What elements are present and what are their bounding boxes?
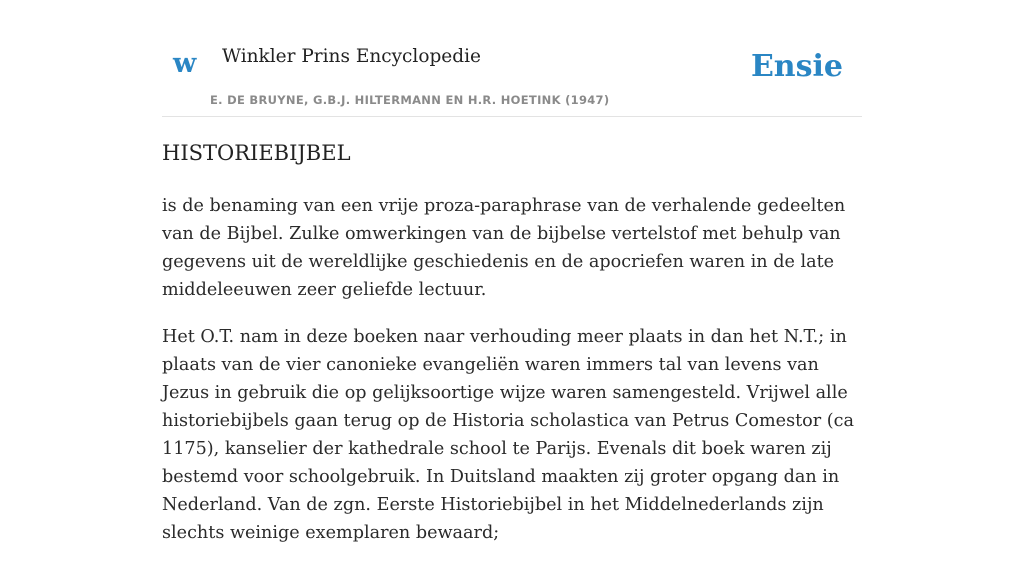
winkler-prins-logo[interactable]: w	[173, 48, 197, 79]
entry-title: HISTORIEBIJBEL	[162, 141, 351, 165]
entry-paragraph: is de benaming van een vrije proza-paraphrase van de verhalende gedeelten van de Bijbel. Zulke omwerkingen van de bijbelse vertelstof met behulp van gegevens uit de wereldlijke geschiedenis en de apocriefen waren in de late middeleeuwen zeer geliefde lectuur.	[162, 196, 846, 300]
entry-content	[162, 192, 862, 566]
entry-paragraph: Het O.T. nam in deze boeken naar verhouding meer plaats in dan het N.T.; in plaats van de vier canonieke evangeliën waren immers tal van levens van Jezus in gebruik die op gelijksoortige wijze waren samengesteld. Vrijwel alle historiebijbels gaan terug op de Historia scholastica van Petrus Comestor (ca 1175), kanselier der kathedrale school te Parijs. Evenals dit boek waren zij bestemd voor schoolgebruik. In Duitsland maakten zij groter opgang dan in Nederland. Van de zgn. Eerste Historiebijbel in het Middelnederlands zijn slechts weinige exemplaren bewaard;	[162, 327, 854, 543]
ensie-brand-logo[interactable]: Ensie	[750, 49, 843, 84]
source-authors: E. DE BRUYNE, G.B.J. HILTERMANN EN H.R. HOETINK (1947)	[210, 93, 610, 107]
source-header	[162, 0, 862, 117]
source-title[interactable]: Winkler Prins Encyclopedie	[222, 46, 481, 67]
